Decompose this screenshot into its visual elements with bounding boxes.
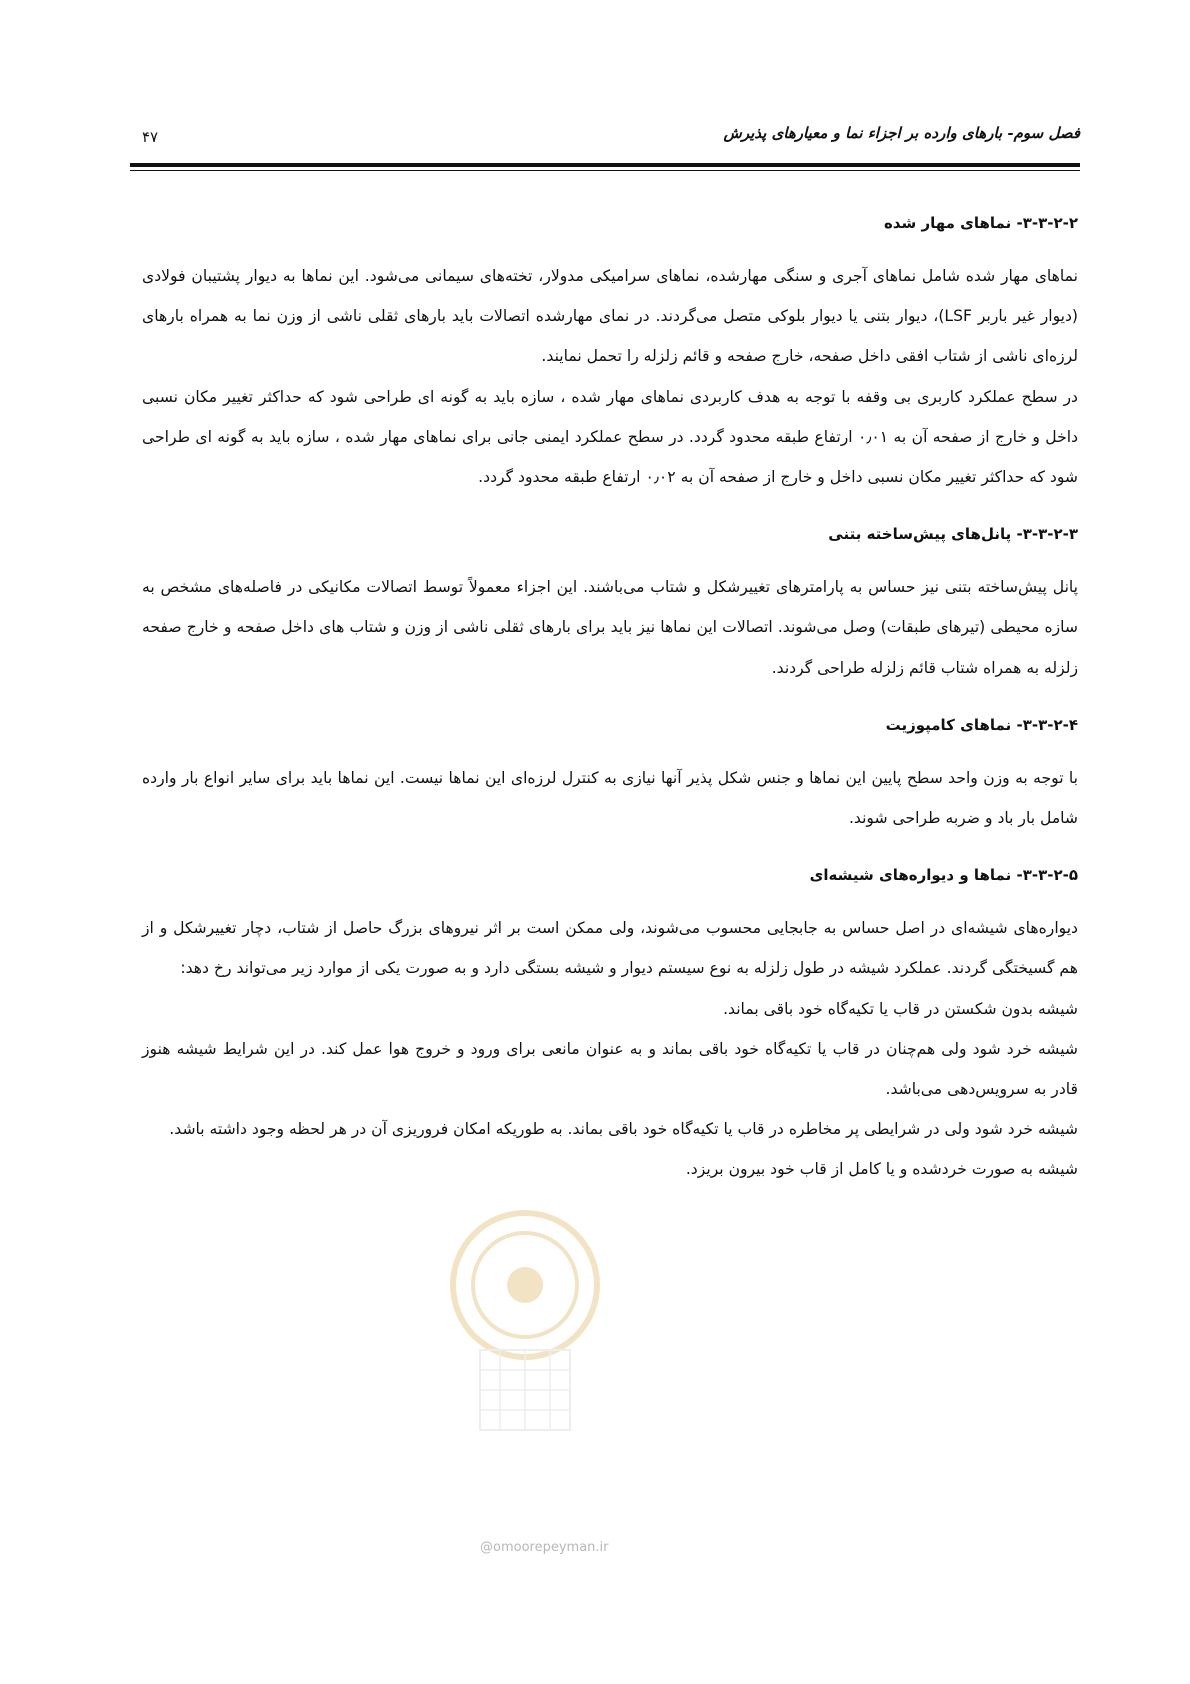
- section-anchored-facades: [142, 212, 1078, 497]
- section-heading: ۳-۳-۲-۳- پانل‌های پیش‌ساخته بتنی: [828, 525, 1078, 544]
- chapter-title: فصل سوم- بارهای وارده بر اجزاء نما و معیارهای پذیرش: [723, 124, 1080, 142]
- paragraph: در سطح عملکرد کاربری بی وقفه با توجه به هدف کاربردی نماهای مهار شده ، سازه باید به گونه ای طراحی شود که حداکثر تغییر مکان نسبی داخل و خارج از صفحه آن به ۰٫۰۱ ارتفاع طبقه محدود گردد. در سطح عملکرد ایمنی جانی برای نماهای مهار شده ، سازه باید به گونه ای طراحی شود که حداکثر تغییر مکان نسبی داخل و خارج از صفحه آن به ۰٫۰۲ ارتفاع طبقه محدود گردد.: [142, 387, 1079, 487]
- section-heading: ۳-۳-۲-۵- نماها و دیواره‌های شیشه‌ای: [809, 866, 1078, 885]
- paragraph: با توجه به وزن واحد سطح پایین این نماها و جنس شکل پذیر آنها نیازی به کنترل لرزه‌ای این نماها نیست. این نماها باید برای سایر انواع بار وارده شامل بار باد و ضربه طراحی شوند.: [142, 768, 1078, 828]
- list-item: شیشه به صورت خردشده و یا کامل از قاب خود بیرون بریزد.: [685, 1160, 1078, 1179]
- section-composite-facades: [142, 714, 1078, 838]
- paragraph: نماهای مهار شده شامل نماهای آجری و سنگی مهارشده، نماهای سرامیکی مدولار، تخته‌های سیمانی می‌شود. این نماها به دیوار پشتیبان فولادی (دیوار غیر باربر LSF)، دیوار بتنی یا دیوار بلوکی متصل می‌گردند. در نمای مهارشده اتصالات باید بارهای ثقلی ناشی از وزن نما به همراه بارهای لرزه‌ای ناشی از شتاب افقی داخل صفحه، خارج صفحه و قائم زلزله را تحمل نمایند.: [142, 267, 1079, 366]
- watermark-logo-icon: [440, 1190, 610, 1440]
- paragraph: دیواره‌های شیشه‌ای در اصل حساس به جابجایی محسوب می‌شوند، ولی ممکن است بر اثر نیروهای بزرگ حاصل از شتاب، دچار تغییرشکل و از هم گسیختگی گردند. عملکرد شیشه در طول زلزله به نوع سیستم دیوار و شیشه بستگی دارد و به صورت یکی از موارد زیر می‌تواند رخ دهد:: [142, 919, 1078, 978]
- page-number: ۴۷: [142, 128, 159, 146]
- section-precast-panels: [142, 523, 1078, 688]
- page-header: [130, 118, 1080, 160]
- list-item: شیشه خرد شود ولی در شرایطی پر مخاطره در قاب یا تکیه‌گاه خود باقی بماند. به طوریکه امکان فروریزی آن در هر لحظه وجود داشته باشد.: [169, 1120, 1078, 1139]
- page-content: [142, 212, 1078, 1216]
- watermark-site: @omoorepeyman.ir: [480, 1540, 609, 1555]
- header-rule-thick: [130, 163, 1080, 167]
- section-heading: ۳-۳-۲-۴- نماهای کامپوزیت: [885, 715, 1078, 734]
- paragraph: پانل پیش‌ساخته بتنی نیز حساس به پارامترهای تغییرشکل و شتاب می‌باشند. این اجزاء معمولاً توسط اتصالات مکانیکی در فاصله‌های مشخص به سازه محیطی (تیرهای طبقات) وصل می‌شوند. اتصالات این نماها نیز باید برای بارهای ثقلی ناشی از وزن و شتاب های داخل صفحه و خارج صفحه زلزله به همراه شتاب قائم زلزله طراحی گردند.: [142, 578, 1078, 677]
- list-item: شیشه بدون شکستن در قاب یا تکیه‌گاه خود باقی بماند.: [723, 999, 1078, 1018]
- section-glass-walls: [142, 864, 1078, 1189]
- section-heading: ۳-۳-۲-۲- نماهای مهار شده: [883, 214, 1078, 232]
- header-rule-thin: [130, 170, 1080, 171]
- list-item: شیشه خرد شود ولی هم‌چنان در قاب یا تکیه‌گاه خود باقی بماند و به عنوان مانعی برای ورود و خروج هوا عمل کند. در این شرایط شیشه هنوز قادر به سرویس‌دهی می‌باشد.: [142, 1039, 1078, 1099]
